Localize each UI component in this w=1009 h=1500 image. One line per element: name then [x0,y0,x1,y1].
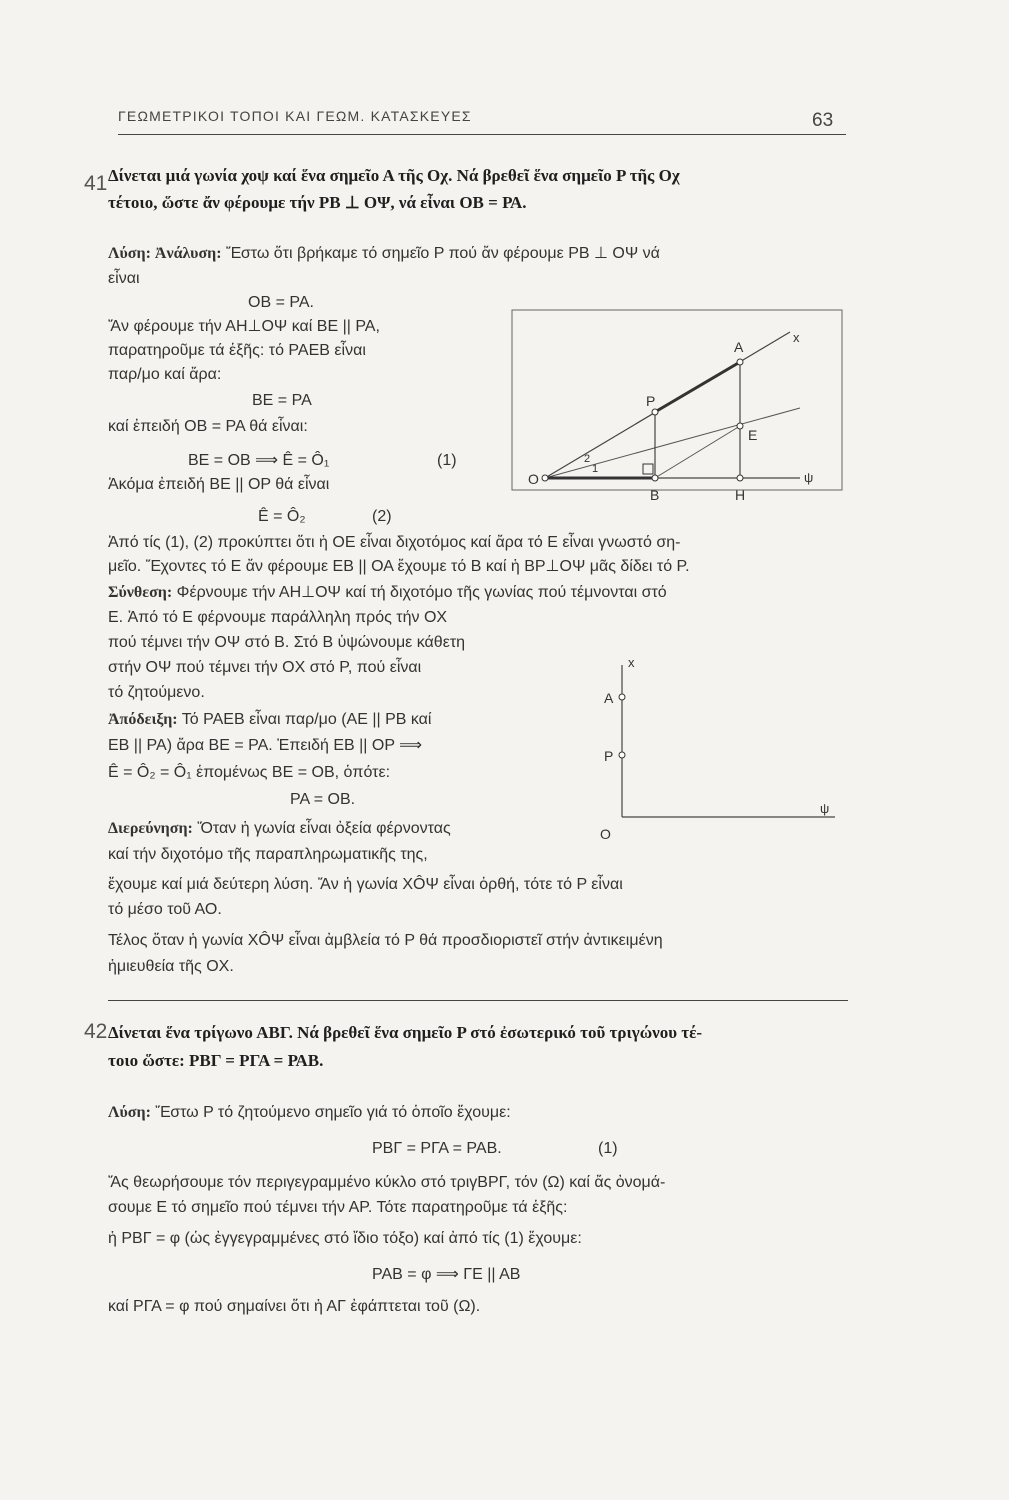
label-o-2: O [600,826,611,842]
point-a [737,359,743,365]
discussion-label: Διερεύνηση: [108,820,193,837]
discussion-line-5: Τέλος ὅταν ἡ γωνία ΧÔΨ εἶναι ἀμβλεία τό Ρ θά προσδιοριστεῖ στήν ἀντικειμένη [108,932,663,949]
analysis-line-12: Ἀπό τίς (1), (2) προκύπτει ὅτι ἡ ΟΕ εἶναι διχοτόμος καί ἄρα τό Ε εἶναι γνωστό ση- [108,534,681,551]
analysis-line-13: μεῖο. Ἔχοντες τό Ε ἄν φέρουμε ΕΒ || ΟΑ ἔχουμε τό Β καί ἡ ΒΡ⊥ΟΨ μᾶς δίδει τό Ρ. [108,558,690,575]
label-p: P [646,393,656,409]
proof-line-2: ΕΒ || ΡΑ) ἄρα ΒΕ = ΡΑ. Ἐπειδή ΕΒ || ΟΡ ⟹ [108,737,423,754]
label-x: x [793,330,800,345]
problem-number-41: 41 [84,172,108,195]
problem-42-statement-line-1: Δίνεται ἕνα τρίγωνο ΑΒΓ. Νά βρεθεῖ ἕνα σημεῖο Ρ στό ἐσωτερικό τοῦ τριγώνου τέ- [108,1023,703,1042]
analysis-label: Λύση: Ἀνάλυση: [108,245,222,262]
synthesis-text: Φέρνουμε τήν ΑΗ⊥ΟΨ καί τή διχοτόμο τῆς γωνίας πού τέμνονται στό [176,584,667,601]
segment-pa [655,362,740,412]
synthesis-line-1 [108,582,667,604]
equation-42-1: ΡΒΓ = ΡΓΑ = ΡΑΒ. [372,1140,502,1157]
proof-line-4: ΡΑ = ΟΒ. [290,791,356,808]
label-psi-2: ψ [820,801,830,816]
section-rule [108,1000,848,1001]
equation-2: Ê = Ô₂ [258,508,306,525]
analysis-line-1 [108,243,660,265]
point-o [542,475,548,481]
page-number: 63 [812,110,834,131]
label-x-2: x [628,655,635,670]
solution-line-5: ἡ ΡΒΓ = φ (ὡς ἐγγεγραμμένες στό ἴδιο τόξο) καί ἀπό τίς (1) ἔχουμε: [108,1230,582,1247]
analysis-line-4: Ἄν φέρουμε τήν ΑΗ⊥ΟΨ καί ΒΕ || ΡΑ, [108,318,380,335]
label-angle-1: 1 [592,463,599,475]
problem-number-42: 42 [84,1020,108,1043]
synthesis-line-3: πού τέμνει τήν ΟΨ στό Β. Στό Β ὑψώνουμε κάθετη [108,634,466,651]
analysis-line-2: εἶναι [108,270,140,287]
point-p-2 [619,752,625,758]
label-p-2: P [604,748,614,764]
point-h [737,475,743,481]
equation-1: ΒΕ = ΟΒ ⟹ Ê = Ô₁ [188,452,330,469]
solution-line-4: σουμε Ε τό σημεῖο πού τέμνει τήν ΑΡ. Τότε παρατηροῦμε τά ἑξῆς: [108,1199,568,1216]
discussion-line-4: τό μέσο τοῦ ΑΟ. [108,901,222,918]
synthesis-line-5: τό ζητούμενο. [108,684,205,701]
label-psi: ψ [804,470,814,485]
problem-41-statement-line-1: Δίνεται μιά γωνία χοψ καί ἕνα σημεῖο Α τῆς Οχ. Νά βρεθεῖ ἕνα σημεῖο Ρ τῆς Οχ [108,166,680,185]
equation-2-ref: (2) [372,508,392,525]
proof-line-1 [108,709,431,731]
label-h: H [735,487,746,500]
discussion-line-3: ἔχουμε καί μιά δεύτερη λύση. Ἄν ἡ γωνία ΧÔΨ εἶναι ὀρθή, τότε τό Ρ εἶναι [108,876,623,893]
problem-41-statement-line-2: τέτοιο, ὥστε ἄν φέρουμε τήν ΡΒ ⊥ ΟΨ, νά εἶναι ΟΒ = ΡΑ. [108,193,527,212]
label-a: A [734,339,744,355]
analysis-text: Ἔστω ὅτι βρήκαμε τό σημεῖο Ρ πού ἄν φέρουμε ΡΒ ⊥ ΟΨ νά [226,245,660,262]
point-a-2 [619,694,625,700]
equation-ob-pa: ΟΒ = ΡΑ. [248,294,314,311]
equation-42-1-ref: (1) [598,1140,618,1157]
point-e [737,423,743,429]
segment-be [655,426,740,478]
label-b: B [650,487,660,500]
label-e: E [748,427,758,443]
right-angle-marker [643,464,653,474]
figure-2-geometry [590,645,850,845]
solution-text: Ἔστω Ρ τό ζητούμενο σημεῖο γιά τό ὁποῖο ἔχουμε: [155,1104,511,1121]
header-rule [118,134,846,135]
discussion-line-1 [108,818,451,840]
running-title: ΓΕΩΜΕΤΡΙΚΟΙ ΤΟΠΟΙ ΚΑΙ ΓΕΩΜ. ΚΑΤΑΣΚΕΥΕΣ [118,108,472,124]
label-a-2: A [604,690,614,706]
proof-label: Ἀπόδειξη: [108,711,178,728]
solution-label: Λύση: [108,1104,151,1121]
analysis-line-10: Ἀκόμα ἐπειδή ΒΕ || ΟΡ θά εἶναι [108,476,330,493]
discussion-line-2: καί τήν διχοτόμο τῆς παραπληρωματικῆς της, [108,846,428,863]
synthesis-line-2: Ε. Ἀπό τό Ε φέρνουμε παράλληλη πρός τήν ΟΧ [108,609,448,626]
equation-1-ref: (1) [437,452,457,469]
synthesis-line-4: στήν ΟΨ πού τέμνει τήν ΟΧ στό Ρ, πού εἶναι [108,659,422,676]
solution-line-3: Ἄς θεωρήσουμε τόν περιγεγραμμένο κύκλο στό τριγΒΡΓ, τόν (Ω) καί ἄς ὀνομά- [108,1174,666,1191]
discussion-line-6: ἡμιευθεία τῆς ΟΧ. [108,958,234,975]
analysis-line-5: παρατηροῦμε τά ἑξῆς: τό ΡΑΕΒ εἶναι [108,342,366,359]
equation-be-pa: ΒΕ = ΡΑ [252,392,312,409]
solution-line-1 [108,1102,511,1124]
proof-line-3: Ê = Ô₂ = Ô₁ ἑπομένως ΒΕ = ΟΒ, ὁπότε: [108,764,391,781]
point-p [652,409,658,415]
label-angle-2: 2 [584,453,591,465]
solution-line-7: καί ΡΓΑ = φ πού σημαίνει ὅτι ἡ ΑΓ ἐφάπτεται τοῦ (Ω). [108,1298,481,1315]
analysis-line-6: παρ/μο καί ἄρα: [108,366,222,383]
proof-text: Τό ΡΑΕΒ εἶναι παρ/μο (ΑΕ || ΡΒ καί [181,711,432,728]
analysis-line-8: καί ἐπειδή ΟΒ = ΡΑ θά εἶναι: [108,418,308,435]
point-b [652,475,658,481]
discussion-text: Ὅταν ἡ γωνία εἶναι ὀξεία φέρνοντας [197,820,451,837]
label-o: O [528,471,539,487]
synthesis-label: Σύνθεση: [108,584,173,601]
problem-42-statement-line-2: τοιο ὥστε: ΡΒΓ = ΡΓΑ = ΡΑΒ. [108,1051,324,1070]
figure-1-geometry [500,300,850,500]
equation-42-2: ΡΑΒ = φ ⟹ ΓΕ || ΑΒ [372,1266,521,1283]
